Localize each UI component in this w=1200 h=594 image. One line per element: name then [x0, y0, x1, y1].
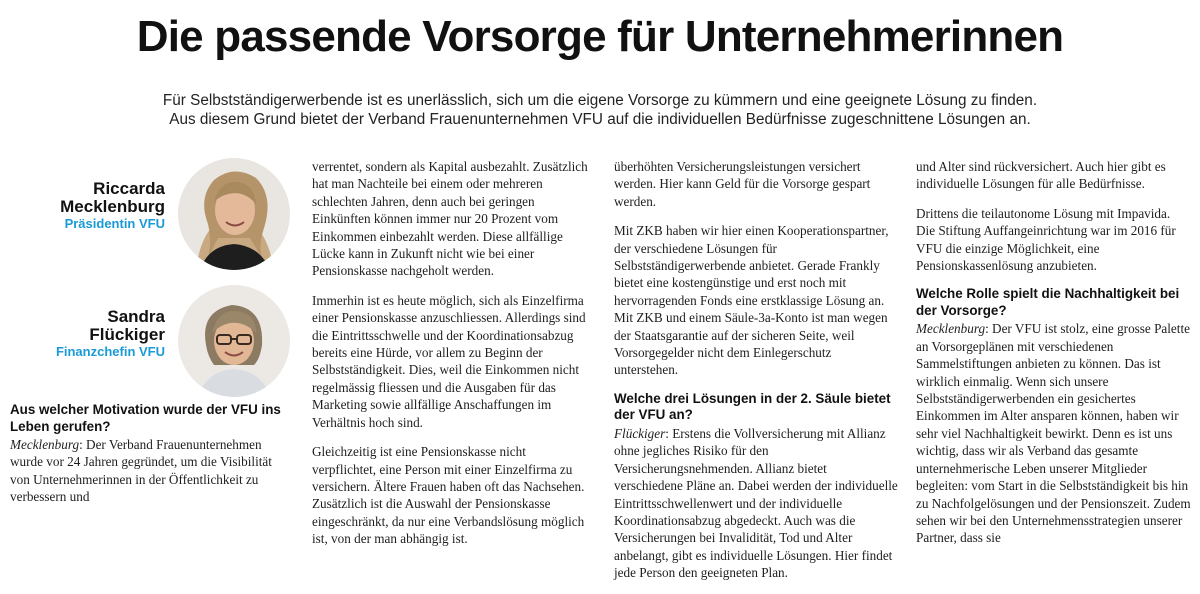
lead-line-2: Aus diesem Grund bietet der Verband Frauenunternehmen VFU auf die individuellen Bedürfnisse zugeschnittene Lösungen an.: [169, 111, 1031, 128]
person-first-name: Sandra: [107, 307, 165, 326]
speaker-name: Mecklenburg: [10, 437, 80, 452]
speaker-name: Flückiger: [614, 425, 666, 441]
portrait-photo-mecklenburg: [178, 158, 290, 270]
answer-text: : Der Verband Frauenunternehmen wurde vor 24 Jahren gegründet, um die Visibilität von Unternehmerinnen in der Öffentlichkeit zu verbessern und: [10, 437, 272, 505]
person-name-mecklenburg: [40, 180, 165, 216]
paragraph: Mit ZKB haben wir hier einen Kooperationspartner, der verschiedene Lösungen für Selbstständigerwerbende anbietet. Gerade Frankly bietet eine kostengünstige und erst noch mit hervorragenden Fonds eine erstklassige Lösung an. Mit ZKB und einem Säule-3a-Konto ist man wegen der Staatsgarantie auf der sicheren Seite, weil Vorsorgegelder nicht dem Einlegerschutz unterstehen.: [614, 223, 889, 378]
speaker-name: Mecklenburg: [916, 321, 986, 337]
portrait-photo-flueckiger: [178, 285, 290, 397]
paragraph: und Alter sind rückversichert. Auch hier gibt es individuelle Lösungen für alle Bedürfnisse.: [916, 159, 1166, 192]
column-1: [10, 402, 286, 518]
article-title: Die passende Vorsorge für Unternehmerinnen: [136, 12, 1064, 61]
answer-paragraph: [10, 436, 286, 506]
column-3: [614, 158, 898, 594]
answer-text: : Erstens die Vollversicherung mit Allianz ohne jegliches Risiko für den Versicherungsnehmenden. Allianz bietet verschiedene Pläne an. Dabei werden der individuelle Eintrittsschwellenwert und der individuelle Koordinationsabzug abgedeckt. Auch was die Versicherungen bei Invalidität, Tod und Alter anbelangt, gibt es individuelle Lösungen. Hier findet jede Person den geeigneten Plan.: [614, 425, 898, 581]
person-last-name: Flückiger: [89, 325, 165, 344]
person-first-name: Riccarda: [93, 179, 165, 198]
paragraph: Gleichzeitig ist eine Pensionskasse nicht verpflichtet, eine Person mit einer Einzelfirma zu versichern. Ältere Frauen haben oft das Nachsehen. Zusätzlich ist die Auswahl der Pensionskasse eingeschränkt, da nur eine Verbandslösung möglich ist, von der man abhängig ist.: [312, 444, 585, 547]
portrait-woman-glasses-image: [178, 285, 290, 397]
interview-question-1: Aus welcher Motivation wurde der VFU ins Leben gerufen?: [10, 402, 281, 434]
paragraph: Drittens die teilautonome Lösung mit Impavida. Die Stiftung Auffangeinrichtung war im 2016 für VFU die einzige Möglichkeit, eine Pensionskassenlösung anzubieten.: [916, 205, 1176, 274]
article-lead: [60, 91, 1140, 129]
answer-text: : Der VFU ist stolz, eine grosse Palette an Vorsorgeplänen mit verschiedenen Sammelstiftungen anbieten zu können. Das ist wirklich einmalig. Wenn sich unsere Selbstständigerwerbenden ein gesichertes Einkommen im Alter ansparen können, haben wir sehr viel Nachhaltigkeit bewirkt. Denn es ist uns wichtig, dass wir als Verband das gesamte unternehmerische Leben unserer Mitglieder begleiten: vom Start in die Selbstständigkeit bis hin zu Nachfolgelösungen und der Pensionszeit. Zudem sehen wir bei den Unternehmensstrategien unserer Partner, dass sie: [916, 321, 1191, 546]
lead-line-1: Für Selbstständigerwerbende ist es unerlässlich, sich um die eigene Vorsorge zu kümmern und eine geeignete Lösung zu finden.: [162, 92, 1038, 109]
paragraph: überhöhten Versicherungsleistungen versichert werden. Hier kann Geld für die Vorsorge gespart werden.: [614, 159, 871, 209]
paragraph: Immerhin ist es heute möglich, sich als Einzelfirma einer Pensionskasse anzuschliessen. Allerdings sind die Eintrittsschwelle und der Koordinationsabzug bereits eine Hürde, vor allem zu Beginn der Selbstständigkeit. Dies, weil die Einkommen nicht regelmässig fliessen und die Ausgaben für das Marketing sowie allfällige Anschaffungen im Verhältnis hoch sind.: [312, 292, 586, 430]
person-last-name: Mecklenburg: [60, 197, 165, 216]
person-name-flueckiger: [40, 308, 165, 344]
interview-question-3: Welche Rolle spielt die Nachhaltigkeit bei der Vorsorge?: [916, 286, 1180, 318]
column-4: [916, 158, 1192, 559]
interview-question-2: Welche drei Lösungen in der 2. Säule bietet der VFU an?: [614, 390, 891, 423]
person-role-finance: Finanzchefin VFU: [55, 344, 165, 359]
paragraph: verrentet, sondern als Kapital ausbezahlt. Zusätzlich hat man Nachteile bei einem oder mehreren schlechten Jahren, denn auch bei geringen Einkünften können immer nur 20 Prozent vom Einkommen einbezahlt werden. Diese allfällige Lücke kann in Zukunft nicht wie bei einer Pensionskasse nachgeholt werden.: [312, 159, 588, 279]
answer-paragraph: [916, 320, 1192, 546]
person-role-president: Präsidentin VFU: [64, 216, 165, 231]
answer-paragraph: [614, 425, 898, 582]
portrait-woman-blonde-image: [178, 158, 290, 270]
column-2: [312, 158, 590, 560]
